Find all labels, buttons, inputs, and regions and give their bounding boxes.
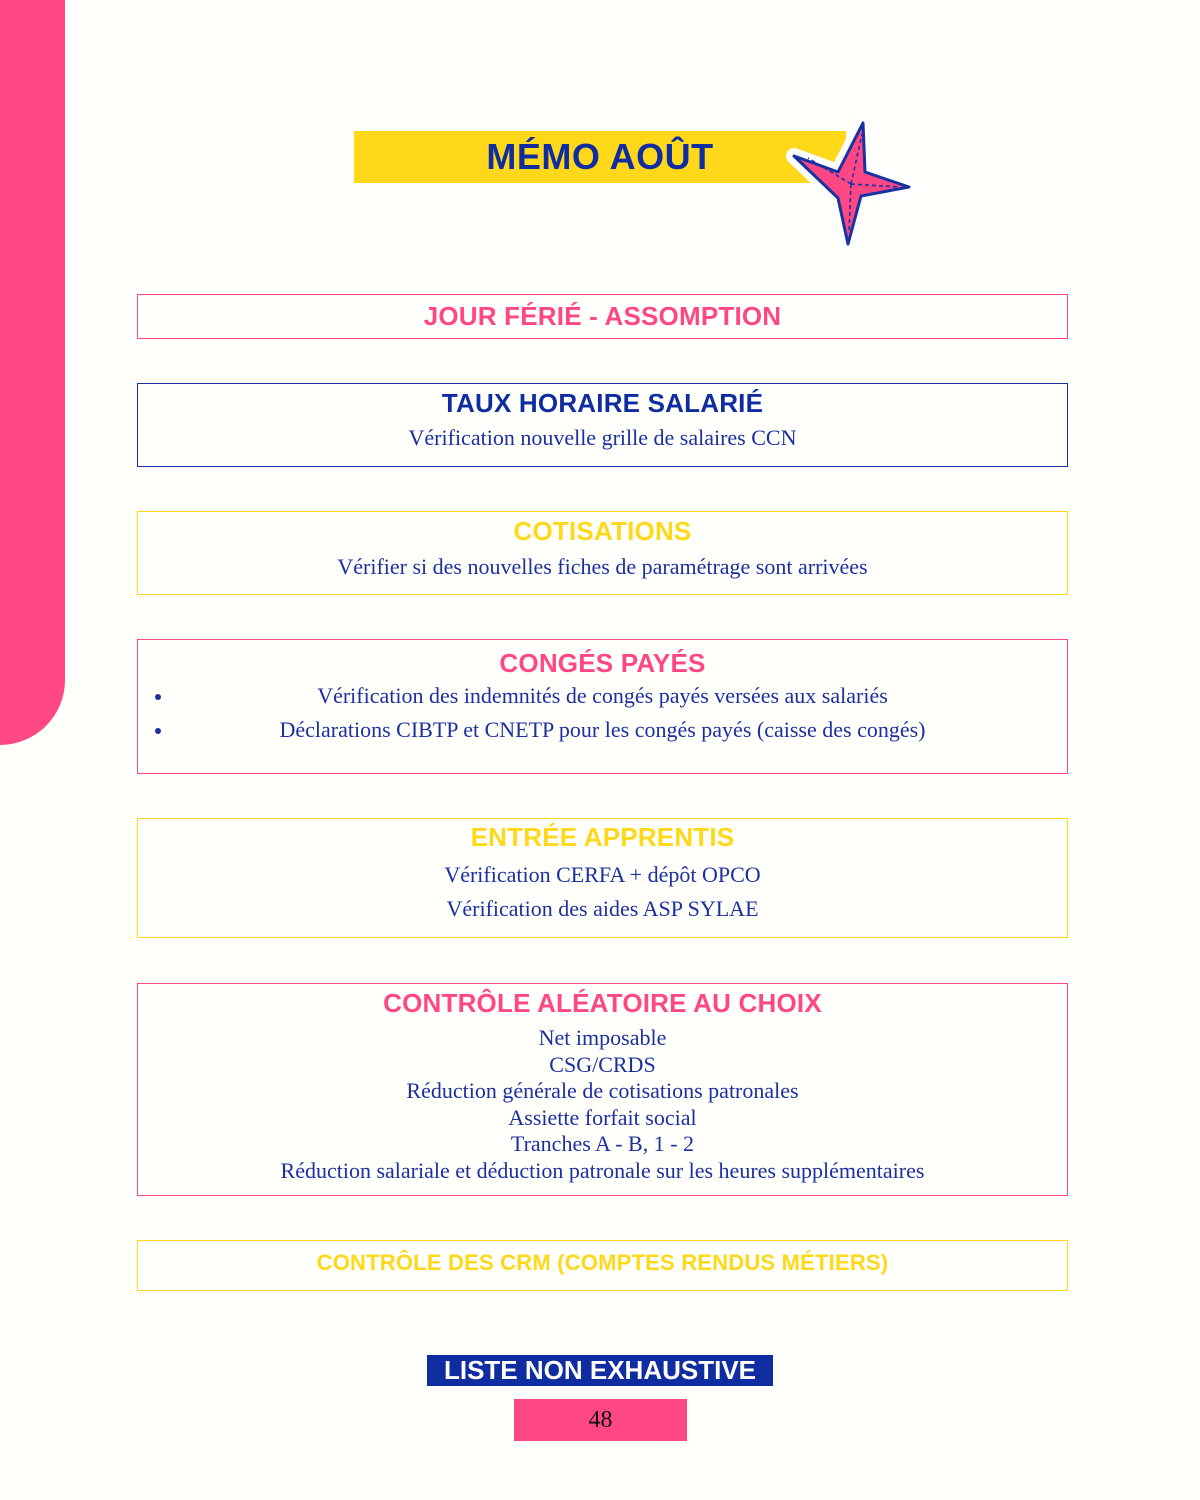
list-item — [138, 679, 1067, 713]
section-jour-ferie — [137, 294, 1068, 339]
section-conges-payes — [137, 639, 1068, 774]
footer-label: LISTE NON EXHAUSTIVE — [427, 1355, 773, 1386]
section-controle-aleatoire — [137, 983, 1068, 1196]
section-heading: ENTRÉE APPRENTIS — [470, 822, 735, 852]
starfish-icon — [786, 116, 916, 251]
section-heading: CONTRÔLE DES CRM (COMPTES RENDUS MÉTIERS) — [316, 1250, 889, 1275]
section-entree-apprentis — [137, 818, 1068, 938]
section-heading: CONGÉS PAYÉS — [499, 648, 706, 678]
section-line: Tranches A - B, 1 - 2 — [510, 1131, 695, 1156]
section-line: Assiette forfait social — [508, 1104, 697, 1130]
section-line: CSG/CRDS — [549, 1051, 656, 1077]
bullet-list — [138, 679, 1067, 747]
bullet-icon — [155, 728, 161, 734]
page-title: MÉMO AOÛT — [486, 136, 714, 177]
section-heading: JOUR FÉRIÉ - ASSOMPTION — [423, 301, 782, 331]
list-item — [138, 713, 1067, 747]
section-cotisations — [137, 511, 1068, 595]
section-line: Réduction salariale et déduction patronale sur les heures supplémentaires — [280, 1157, 925, 1183]
page-number: 48 — [514, 1399, 687, 1441]
section-line: Net imposable — [538, 1025, 667, 1050]
section-heading: COTISATIONS — [513, 516, 692, 546]
section-line: Vérification CERFA + dépôt OPCO — [444, 862, 761, 887]
section-controle-crm — [137, 1240, 1068, 1291]
list-item-text: Déclarations CIBTP et CNETP pour les congés payés (caisse des congés) — [279, 717, 926, 742]
bullet-icon — [155, 694, 161, 700]
section-heading: CONTRÔLE ALÉATOIRE AU CHOIX — [383, 988, 822, 1018]
side-decoration-band — [0, 0, 65, 745]
section-heading: TAUX HORAIRE SALARIÉ — [441, 388, 764, 418]
list-item-text: Vérification des indemnités de congés payés versées aux salariés — [317, 683, 888, 708]
section-line: Vérifier si des nouvelles fiches de paramétrage sont arrivées — [337, 554, 868, 579]
section-line: Vérification des aides ASP SYLAE — [446, 896, 759, 921]
section-taux-horaire — [137, 383, 1068, 467]
section-line: Réduction générale de cotisations patronales — [406, 1078, 799, 1103]
section-line: Vérification nouvelle grille de salaires CCN — [408, 425, 797, 450]
